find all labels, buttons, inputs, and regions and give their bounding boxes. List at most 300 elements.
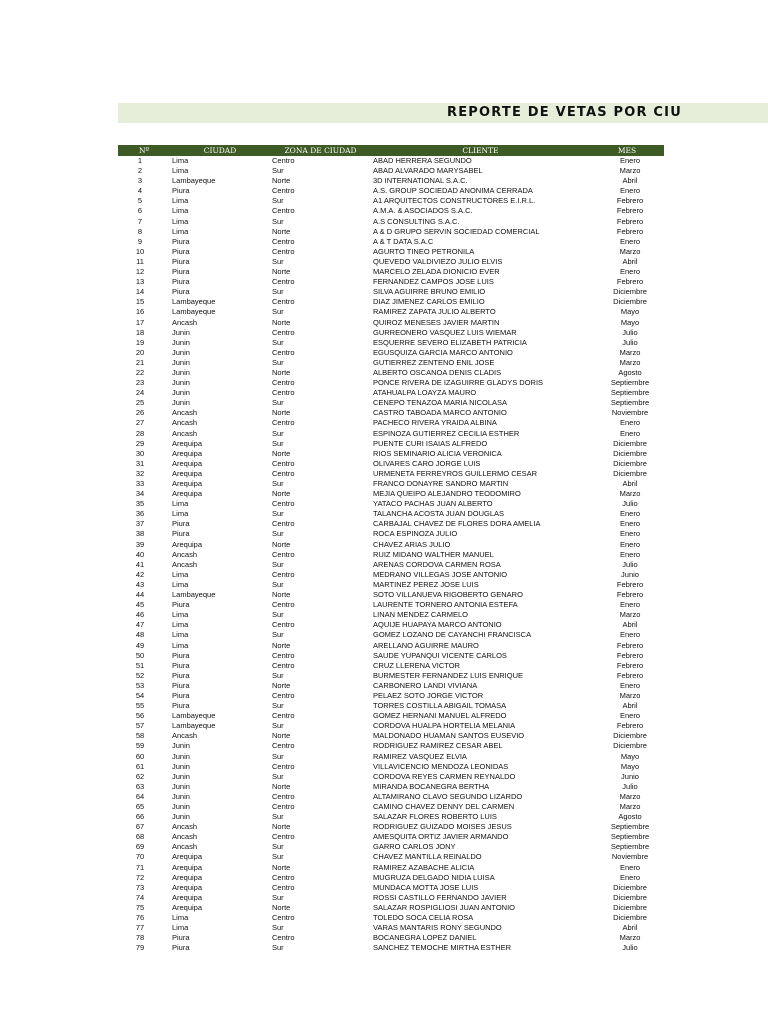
cell-zona: Centro	[272, 711, 295, 721]
cell-n: 7	[137, 216, 143, 226]
cell-cliente: TORRES COSTILLA ABIGAIL TOMASA	[373, 701, 507, 711]
cell-cliente: SOTO VILLANUEVA RIGOBERTO GENARO	[373, 590, 523, 600]
cell-cliente: ALTAMIRANO CLAVO SEGUNDO LIZARDO	[373, 791, 523, 801]
cell-cliente: FRANCO DONAYRE SANDRO MARTIN	[373, 479, 509, 488]
cell-ciudad: Arequipa	[172, 489, 203, 499]
cell-mes: Enero	[619, 872, 640, 882]
cell-zona: Norte	[272, 267, 291, 277]
cell-ciudad: Lambayeque	[172, 590, 216, 600]
cell-zona: Centro	[272, 549, 295, 559]
table-row	[118, 328, 664, 338]
cell-cliente: TOLEDO SOCA CELIA ROSA	[373, 913, 474, 923]
cell-zona: Sur	[272, 610, 284, 620]
cell-mes: Febrero	[616, 590, 644, 600]
cell-n: 57	[135, 721, 145, 731]
cell-zona: Centro	[272, 761, 295, 771]
cell-n: 49	[135, 640, 145, 650]
cell-zona: Centro	[272, 499, 295, 509]
cell-n: 41	[135, 559, 145, 569]
cell-cliente: GOMEZ HERNANI MANUEL ALFREDO	[373, 711, 507, 721]
cell-ciudad: Piura	[172, 256, 190, 266]
header-ciudad: CIUDAD	[170, 145, 270, 156]
cell-ciudad: Lima	[172, 509, 189, 519]
cell-ciudad: Ancash	[172, 731, 198, 741]
cell-ciudad: Ancash	[172, 822, 198, 832]
cell-n: 73	[135, 882, 145, 892]
cell-n: 50	[135, 650, 145, 660]
cell-ciudad: Lima	[172, 620, 189, 630]
cell-cliente: RAMIREZ VASQUEZ ELVIA	[373, 751, 467, 761]
cell-mes: Julio	[622, 499, 638, 509]
table-row	[118, 570, 664, 580]
cell-zona: Norte	[272, 408, 291, 418]
table-row	[118, 267, 664, 277]
cell-ciudad: Piura	[172, 600, 190, 610]
cell-cliente: CHAVEZ ARIAS JULIO	[373, 539, 451, 549]
cell-mes: Julio	[622, 559, 638, 569]
cell-zona: Norte	[272, 448, 291, 458]
cell-ciudad: Junin	[172, 791, 190, 801]
cell-mes: Febrero	[616, 206, 644, 216]
cell-mes: Febrero	[616, 226, 644, 236]
cell-cliente: MALDONADO HUAMAN SANTOS EUSEVIO	[373, 731, 525, 741]
table-row	[118, 206, 664, 216]
table-row	[118, 439, 664, 449]
cell-n: 44	[135, 590, 145, 600]
cell-zona: Sur	[272, 166, 284, 176]
cell-ciudad: Piura	[172, 650, 190, 660]
cell-mes: Febrero	[616, 216, 644, 226]
table-row	[118, 429, 664, 439]
cell-cliente: LAURENTE TORNERO ANTONIA ESTEFA	[373, 600, 518, 610]
cell-zona: Sur	[272, 842, 284, 852]
cell-cliente: AMESQUITA ORTIZ JAVIER ARMANDO	[373, 832, 509, 842]
cell-mes: Mayo	[620, 751, 640, 761]
table-row	[118, 671, 664, 681]
cell-zona: Norte	[272, 317, 291, 327]
cell-zona: Sur	[272, 579, 284, 589]
cell-n: 70	[135, 852, 145, 862]
cell-cliente: BURMESTER FERNANDEZ LUIS ENRIQUE	[373, 670, 524, 680]
cell-zona: Norte	[272, 822, 291, 832]
cell-ciudad: Piura	[172, 236, 190, 246]
cell-n: 74	[135, 892, 145, 902]
cell-zona: Norte	[272, 640, 291, 650]
cell-cliente: PUENTE CURI ISAIAS ALFREDO	[373, 438, 488, 448]
cell-n: 3	[137, 176, 143, 186]
cell-mes: Febrero	[616, 640, 644, 650]
cell-cliente: SALAZAR ROSPIGLIOSI JUAN ANTONIO	[373, 902, 515, 912]
cell-ciudad: Piura	[172, 519, 190, 529]
cell-mes: Diciembre	[613, 438, 647, 448]
table-row	[118, 772, 664, 782]
cell-cliente: ESPINOZA GUTIERREZ CECILIA ESTHER	[373, 428, 520, 438]
table-row	[118, 691, 664, 701]
cell-mes: Septiembre	[610, 378, 650, 388]
cell-n: 53	[135, 680, 145, 690]
cell-n: 19	[135, 337, 145, 347]
cell-cliente: GOMEZ LOZANO DE CAYANCHI FRANCISCA	[373, 630, 532, 640]
cell-mes: Diciembre	[613, 458, 647, 468]
cell-zona: Centro	[272, 186, 295, 196]
cell-ciudad: Junin	[172, 781, 190, 791]
cell-ciudad: Arequipa	[172, 882, 203, 892]
cell-mes: Julio	[622, 337, 638, 347]
cell-ciudad: Lambayeque	[172, 297, 216, 307]
report-title: REPORTE DE VETAS POR CIU	[447, 105, 682, 120]
cell-mes: Noviembre	[611, 852, 649, 862]
cell-zona: Norte	[272, 489, 291, 499]
cell-cliente: ABAD HERRERA SEGUNDO	[373, 156, 472, 165]
cell-n: 29	[135, 438, 145, 448]
cell-ciudad: Ancash	[172, 428, 198, 438]
cell-ciudad: Piura	[172, 680, 190, 690]
table-row	[118, 822, 664, 832]
cell-mes: Abril	[622, 620, 638, 630]
cell-cliente: CENEPO TENAZOA MARIA NICOLASA	[373, 398, 508, 408]
cell-ciudad: Junin	[172, 327, 190, 337]
cell-n: 46	[135, 610, 145, 620]
cell-n: 32	[135, 468, 145, 478]
cell-ciudad: Arequipa	[172, 862, 203, 872]
cell-mes: Septiembre	[610, 388, 650, 398]
cell-n: 51	[135, 660, 145, 670]
cell-zona: Sur	[272, 701, 284, 711]
cell-cliente: SANCHEZ TEMOCHE MIRTHA ESTHER	[373, 943, 512, 953]
cell-cliente: MEJIA QUEIPO ALEJANDRO TEODOMIRO	[373, 489, 521, 499]
table-row	[118, 600, 664, 610]
cell-cliente: A & D GRUPO SERVIN SOCIEDAD COMERCIAL	[373, 226, 540, 236]
table-row	[118, 489, 664, 499]
cell-n: 72	[135, 872, 145, 882]
table-row	[118, 913, 664, 923]
cell-ciudad: Lima	[172, 166, 189, 176]
cell-ciudad: Arequipa	[172, 539, 203, 549]
cell-cliente: VARAS MANTARIS RONY SEGUNDO	[373, 923, 502, 933]
cell-n: 71	[135, 862, 145, 872]
cell-n: 64	[135, 791, 145, 801]
cell-ciudad: Junin	[172, 357, 190, 367]
cell-n: 37	[135, 519, 145, 529]
cell-cliente: RODRIGUEZ RAMIREZ CESAR ABEL	[373, 741, 503, 751]
cell-n: 66	[135, 812, 145, 822]
cell-zona: Norte	[272, 226, 291, 236]
cell-mes: Marzo	[619, 489, 641, 499]
cell-zona: Sur	[272, 438, 284, 448]
cell-cliente: CARBONERO LANDI VIVIANA	[373, 680, 478, 690]
table-row	[118, 388, 664, 398]
table-row	[118, 873, 664, 883]
cell-ciudad: Lima	[172, 913, 189, 923]
cell-cliente: MUNDACA MOTTA JOSE LUIS	[373, 882, 479, 892]
cell-mes: Mayo	[620, 307, 640, 317]
cell-zona: Sur	[272, 852, 284, 862]
cell-zona: Sur	[272, 398, 284, 408]
cell-zona: Centro	[272, 156, 295, 165]
cell-n: 9	[137, 236, 143, 246]
cell-mes: Enero	[619, 862, 640, 872]
cell-n: 54	[135, 690, 145, 700]
cell-n: 13	[135, 277, 145, 287]
cell-ciudad: Junin	[172, 751, 190, 761]
cell-cliente: DIAZ JIMENEZ CARLOS EMILIO	[373, 297, 485, 307]
cell-zona: Centro	[272, 650, 295, 660]
cell-ciudad: Lima	[172, 216, 189, 226]
table-row	[118, 832, 664, 842]
cell-ciudad: Piura	[172, 943, 190, 953]
cell-zona: Centro	[272, 388, 295, 398]
cell-ciudad: Lima	[172, 499, 189, 509]
cell-cliente: 3D INTERNATIONAL S.A.C.	[373, 176, 468, 186]
cell-n: 48	[135, 630, 145, 640]
cell-cliente: GUTIERREZ ZENTENO ENIL JOSE	[373, 357, 495, 367]
cell-zona: Sur	[272, 287, 284, 297]
table-row	[118, 186, 664, 196]
cell-zona: Centro	[272, 791, 295, 801]
table-row	[118, 358, 664, 368]
cell-zona: Norte	[272, 680, 291, 690]
cell-mes: Marzo	[619, 246, 641, 256]
cell-zona: Centro	[272, 297, 295, 307]
cell-zona: Norte	[272, 176, 291, 186]
cell-mes: Junio	[621, 569, 639, 579]
cell-mes: Marzo	[619, 791, 641, 801]
cell-cliente: MUGRUZA DELGADO NIDIA LUISA	[373, 872, 495, 882]
cell-ciudad: Lambayeque	[172, 711, 216, 721]
cell-cliente: MIRANDA BOCANEGRA BERTHA	[373, 781, 490, 791]
cell-mes: Marzo	[619, 610, 641, 620]
cell-ciudad: Ancash	[172, 317, 198, 327]
cell-ciudad: Arequipa	[172, 468, 203, 478]
cell-ciudad: Arequipa	[172, 479, 203, 488]
cell-zona: Centro	[272, 933, 295, 943]
cell-zona: Sur	[272, 751, 284, 761]
cell-cliente: A1 ARQUITECTOS CONSTRUCTORES E.I.R.L.	[373, 196, 536, 206]
table-row	[118, 307, 664, 317]
cell-ciudad: Lima	[172, 156, 189, 165]
table-row	[118, 398, 664, 408]
cell-zona: Sur	[272, 479, 284, 488]
cell-mes: Febrero	[616, 721, 644, 731]
cell-n: 12	[135, 267, 145, 277]
table-row	[118, 731, 664, 741]
table-body	[118, 156, 664, 953]
cell-mes: Abril	[622, 479, 638, 488]
cell-mes: Enero	[619, 539, 640, 549]
cell-cliente: OLIVARES CARO JORGE LUIS	[373, 458, 481, 468]
cell-cliente: AGURTO TINEO PETRONILA	[373, 246, 475, 256]
cell-n: 22	[135, 367, 145, 377]
table-row	[118, 368, 664, 378]
cell-mes: Diciembre	[613, 913, 647, 923]
cell-ciudad: Junin	[172, 812, 190, 822]
cell-n: 14	[135, 287, 145, 297]
cell-ciudad: Lima	[172, 206, 189, 216]
cell-n: 56	[135, 711, 145, 721]
cell-cliente: MARCELO ZELADA DIONICIO EVER	[373, 267, 500, 277]
cell-n: 38	[135, 529, 145, 539]
cell-ciudad: Piura	[172, 246, 190, 256]
cell-n: 42	[135, 569, 145, 579]
cell-mes: Junio	[621, 771, 639, 781]
table-row	[118, 610, 664, 620]
cell-mes: Febrero	[616, 196, 644, 206]
cell-ciudad: Piura	[172, 267, 190, 277]
cell-zona: Norte	[272, 590, 291, 600]
cell-ciudad: Piura	[172, 529, 190, 539]
cell-n: 10	[135, 246, 145, 256]
cell-mes: Enero	[619, 156, 640, 165]
cell-cliente: A.M.A. & ASOCIADOS S.A.C.	[373, 206, 473, 216]
table-row	[118, 540, 664, 550]
cell-cliente: MEDRANO VILLEGAS JOSE ANTONIO	[373, 569, 508, 579]
table-row	[118, 550, 664, 560]
cell-zona: Centro	[272, 347, 295, 357]
cell-zona: Centro	[272, 802, 295, 811]
cell-zona: Sur	[272, 529, 284, 539]
cell-mes: Enero	[619, 509, 640, 519]
cell-mes: Marzo	[619, 933, 641, 943]
cell-cliente: PONCE RIVERA DE IZAGUIRRE GLADYS DORIS	[373, 378, 544, 388]
cell-cliente: RAMIREZ ZAPATA JULIO ALBERTO	[373, 307, 496, 317]
cell-ciudad: Junin	[172, 337, 190, 347]
cell-cliente: GARRO CARLOS JONY	[373, 842, 456, 852]
cell-zona: Sur	[272, 771, 284, 781]
table-row	[118, 943, 664, 953]
cell-mes: Febrero	[616, 277, 644, 287]
cell-n: 5	[137, 196, 143, 206]
cell-zona: Centro	[272, 741, 295, 751]
cell-zona: Sur	[272, 357, 284, 367]
table-row	[118, 408, 664, 418]
cell-cliente: PELAEZ SOTO JORGE VICTOR	[373, 690, 484, 700]
cell-mes: Diciembre	[613, 468, 647, 478]
cell-ciudad: Lambayeque	[172, 721, 216, 731]
cell-mes: Mayo	[620, 761, 640, 771]
cell-n: 78	[135, 933, 145, 943]
cell-mes: Febrero	[616, 660, 644, 670]
cell-cliente: GURREONERO VASQUEZ LUIS WIEMAR	[373, 327, 517, 337]
header-zona: ZONA DE CIUDAD	[270, 145, 371, 156]
cell-n: 18	[135, 327, 145, 337]
table-row	[118, 641, 664, 651]
cell-zona: Centro	[272, 690, 295, 700]
cell-ciudad: Junin	[172, 367, 190, 377]
cell-n: 52	[135, 670, 145, 680]
table-row	[118, 196, 664, 206]
cell-cliente: TALANCHA ACOSTA JUAN DOUGLAS	[373, 509, 505, 519]
cell-cliente: CRUZ LLERENA VICTOR	[373, 660, 460, 670]
table-row	[118, 661, 664, 671]
cell-ciudad: Arequipa	[172, 892, 203, 902]
header-mes: MES	[590, 145, 664, 156]
cell-ciudad: Arequipa	[172, 448, 203, 458]
cell-zona: Sur	[272, 196, 284, 206]
cell-mes: Marzo	[619, 166, 641, 176]
table-row	[118, 227, 664, 237]
cell-mes: Abril	[622, 176, 638, 186]
cell-mes: Enero	[619, 600, 640, 610]
table-row	[118, 237, 664, 247]
cell-mes: Marzo	[619, 357, 641, 367]
cell-cliente: AQUIJE HUAPAYA MARCO ANTONIO	[373, 620, 502, 630]
cell-n: 58	[135, 731, 145, 741]
cell-ciudad: Lima	[172, 196, 189, 206]
cell-n: 63	[135, 781, 145, 791]
cell-zona: Centro	[272, 236, 295, 246]
cell-mes: Abril	[622, 923, 638, 933]
table-row	[118, 217, 664, 227]
cell-ciudad: Piura	[172, 186, 190, 196]
cell-n: 25	[135, 398, 145, 408]
cell-mes: Enero	[619, 711, 640, 721]
cell-zona: Centro	[272, 882, 295, 892]
cell-n: 79	[135, 943, 145, 953]
cell-n: 55	[135, 701, 145, 711]
cell-n: 60	[135, 751, 145, 761]
table-row	[118, 630, 664, 640]
table-row	[118, 479, 664, 489]
cell-zona: Centro	[272, 569, 295, 579]
cell-zona: Centro	[272, 600, 295, 610]
cell-n: 59	[135, 741, 145, 751]
cell-cliente: ABAD ALVARADO MARYSABEL	[373, 166, 483, 176]
table-row	[118, 620, 664, 630]
cell-mes: Enero	[619, 529, 640, 539]
cell-cliente: CASTRO TABOADA MARCO ANTONIO	[373, 408, 507, 418]
table-row	[118, 721, 664, 731]
cell-mes: Julio	[622, 781, 638, 791]
cell-ciudad: Lima	[172, 630, 189, 640]
cell-mes: Febrero	[616, 650, 644, 660]
cell-n: 28	[135, 428, 145, 438]
cell-mes: Enero	[619, 680, 640, 690]
cell-cliente: MARTINEZ PEREZ JOSE LUIS	[373, 579, 479, 589]
cell-cliente: RAMIREZ AZABACHE ALICIA	[373, 862, 475, 872]
cell-ciudad: Piura	[172, 660, 190, 670]
cell-mes: Enero	[619, 630, 640, 640]
header-cliente: CLIENTE	[371, 145, 590, 156]
table-row	[118, 156, 664, 166]
cell-ciudad: Lima	[172, 569, 189, 579]
table-row	[118, 378, 664, 388]
cell-zona: Norte	[272, 781, 291, 791]
cell-cliente: BOCANEGRA LOPEZ DANIEL	[373, 933, 477, 943]
table-row	[118, 681, 664, 691]
cell-zona: Sur	[272, 923, 284, 933]
table-row	[118, 923, 664, 933]
cell-zona: Norte	[272, 731, 291, 741]
cell-zona: Norte	[272, 367, 291, 377]
cell-cliente: ROSSI CASTILLO FERNANDO JAVIER	[373, 892, 507, 902]
table-row	[118, 903, 664, 913]
cell-n: 40	[135, 549, 145, 559]
cell-ciudad: Junin	[172, 761, 190, 771]
cell-ciudad: Arequipa	[172, 438, 203, 448]
cell-n: 16	[135, 307, 145, 317]
cell-mes: Enero	[619, 519, 640, 529]
cell-ciudad: Junin	[172, 378, 190, 388]
cell-mes: Abril	[622, 701, 638, 711]
cell-mes: Septiembre	[610, 832, 650, 842]
cell-mes: Diciembre	[613, 448, 647, 458]
cell-ciudad: Junin	[172, 388, 190, 398]
table-row	[118, 560, 664, 570]
cell-n: 36	[135, 509, 145, 519]
cell-n: 76	[135, 913, 145, 923]
cell-cliente: CAMINO CHAVEZ DENNY DEL CARMEN	[373, 802, 515, 811]
cell-ciudad: Arequipa	[172, 902, 203, 912]
